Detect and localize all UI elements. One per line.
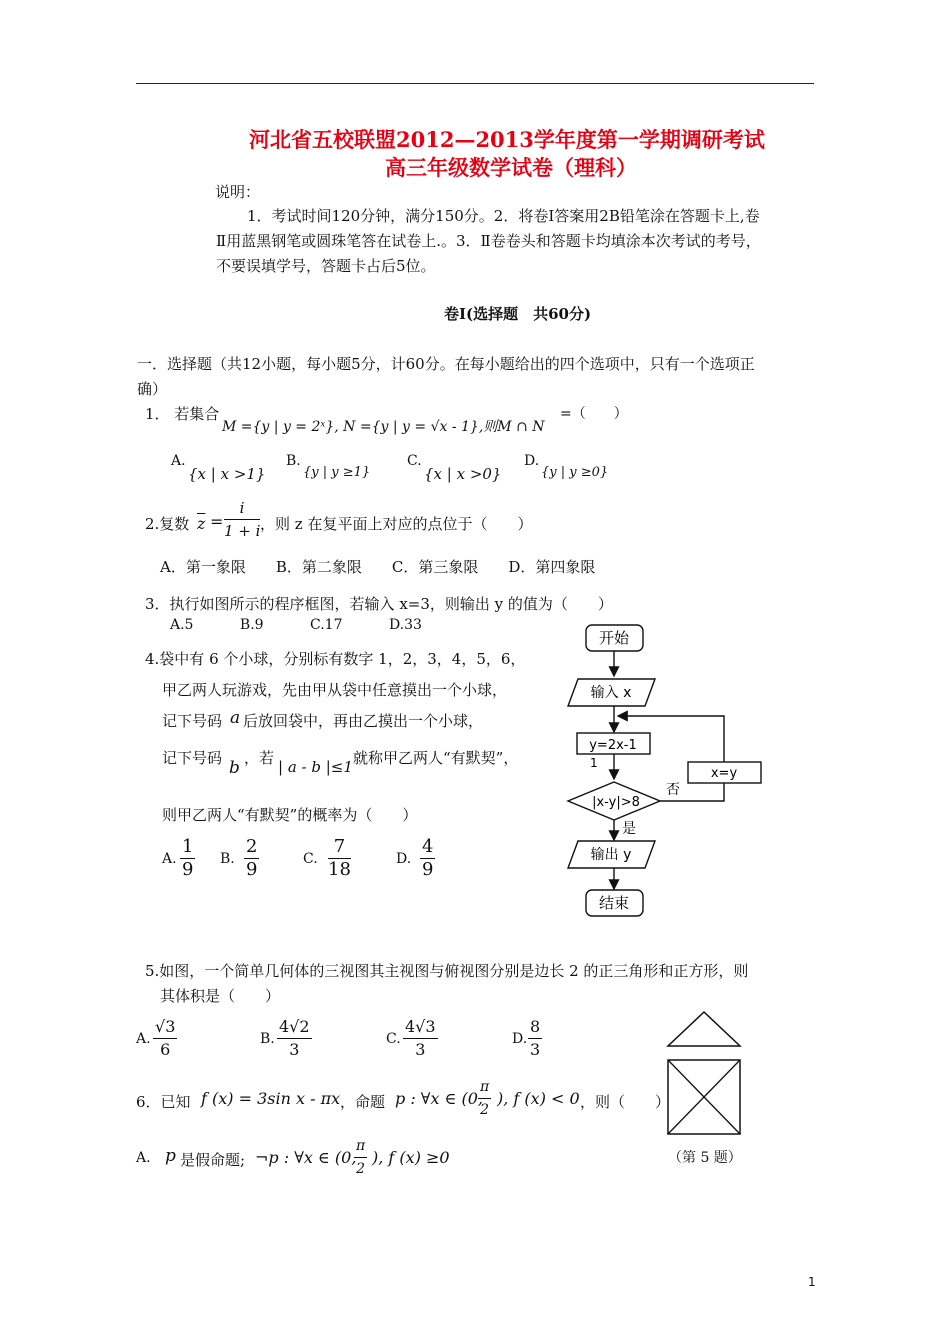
q5-d-num: 8 (528, 1016, 542, 1039)
q5-c-den: 3 (415, 1040, 426, 1059)
exam-title-line1: 河北省五校联盟2012—2013学年度第一学期调研考试 (249, 127, 765, 152)
q5-figure-caption: （第 5 题） (668, 1150, 742, 1166)
q6-option-a-p: p (165, 1146, 176, 1166)
q4-line3b: 后放回袋中，再由乙摸出一个小球， (243, 712, 484, 730)
flow-end-label: 结束 (598, 894, 630, 912)
flow-no-label: 否 (666, 782, 680, 798)
q4-condition: | a - b |≤1 (278, 758, 353, 776)
q4-d-den: 9 (422, 859, 434, 880)
q5-b-num: 4√2 (277, 1016, 312, 1039)
section-heading: 卷Ⅰ(选择题 共60分) (444, 305, 592, 323)
q4-b-den: 9 (246, 859, 258, 880)
flow-stray-digit: 1 (590, 756, 598, 770)
q4-line1: 4.袋中有 6 个小球，分别标有数字 1，2，3，4，5，6， (145, 650, 526, 668)
q4-line4b: ，若 (244, 749, 275, 767)
q5-a-num: √3 (153, 1016, 177, 1039)
q3-options: A.5 B.9 C.17 D.33 (170, 617, 422, 633)
q5-line1: 5.如图，一个简单几何体的三视图其主视图与俯视图分别是边长 2 的正三角形和正方形，则 (145, 962, 749, 980)
instructions-line1: 1．考试时间120分钟，满分150分。2．将卷Ⅰ答案用2B铅笔涂在答题卡上,卷 (247, 207, 760, 225)
q1-option-b-label: B. (286, 453, 301, 469)
q4-a-den: 9 (182, 859, 194, 880)
q1-option-b: {y | y ≥1} (303, 465, 371, 480)
q6-a-pi: π (354, 1135, 367, 1158)
q2-numerator: i (224, 497, 260, 520)
q5-option-d-label: D. (512, 1031, 528, 1047)
q4-line4c: 就称甲乙两人“有默契”， (353, 749, 519, 767)
q6-option-a-label: A. (136, 1150, 151, 1166)
q6-a-two: 2 (356, 1161, 366, 1177)
q4-b: b (229, 758, 240, 778)
q5-b-den: 3 (289, 1040, 300, 1059)
flow-input-label: 输入 x (590, 685, 632, 701)
q4-d-num: 4 (422, 836, 434, 857)
q1-answer-blank: =（ ） (560, 406, 628, 422)
q6-option-a-pi-over-2 (354, 1135, 367, 1180)
q6-option-a-tail: ), f (x) ≥0 (372, 1148, 450, 1167)
q1-option-c-label: C. (407, 453, 422, 469)
instructions-line3: 不要误填学号，答题卡占后5位。 (216, 257, 436, 275)
q4-line5: 则甲乙两人“有默契”的概率为（ ） (162, 806, 418, 824)
q6-proposition-tail: ), f (x) < 0 (497, 1089, 580, 1108)
q5-line2: 其体积是（ ） (160, 987, 281, 1005)
q3-stem: 3．执行如图所示的程序框图，若输入 x=3，则输出 y 的值为（ ） (145, 595, 613, 613)
q1-stem: 1． 若集合 (145, 405, 220, 423)
q6-stem-b: ，命题 (340, 1093, 386, 1111)
flow-yes-label: 是 (622, 821, 636, 837)
q2-denominator: 1 + i (224, 522, 261, 540)
instructions-line2: Ⅱ用蓝黑钢笔或圆珠笔答在试卷上.。3．Ⅱ卷卷头和答题卡均填涂本次考试的考号， (216, 232, 761, 250)
q4-c-num: 7 (328, 836, 351, 859)
q5-option-b-label: B. (260, 1031, 275, 1047)
q6-pi: π (478, 1076, 491, 1099)
flow-output-label: 输出 y (590, 847, 632, 863)
q6-stem-a: 6．已知 (136, 1093, 191, 1111)
q4-b-num: 2 (246, 836, 258, 857)
q4-line2: 甲乙两人玩游戏，先由甲从袋中任意摸出一个小球， (162, 681, 508, 699)
q6-proposition-p: p : ∀x ∈ (0, (395, 1089, 484, 1108)
q4-option-a-label: A. (162, 851, 177, 867)
q1-formula: M ={y | y = 2ˣ}, N ={y | y = √x - 1},则M ∩ N (222, 419, 545, 435)
q2-stem-a: 2.复数 (145, 515, 190, 533)
q6-option-a-negation: ¬p : ∀x ∈ (0, (255, 1148, 357, 1167)
q5-c-num: 4√3 (403, 1016, 438, 1039)
q5-option-c-label: C. (386, 1031, 401, 1047)
flow-assign-label: y=2x-1 (589, 738, 637, 753)
q5-option-c (403, 1016, 438, 1061)
q6-two: 2 (480, 1102, 490, 1118)
q2-equals: = (210, 512, 224, 531)
q2-options: A．第一象限 B．第二象限 C．第三象限 D．第四象限 (160, 558, 596, 576)
q4-option-d-label: D. (396, 851, 412, 867)
q1-option-d: {y | y ≥0} (541, 465, 609, 480)
q1-option-a-label: A. (171, 453, 186, 469)
q6-pi-over-2 (478, 1076, 491, 1121)
q5-option-a (153, 1016, 177, 1061)
q4-line4a: 记下号码 (162, 749, 223, 767)
q5-option-d (528, 1016, 542, 1061)
q4-line3a: 记下号码 (162, 712, 223, 730)
q5-option-b (277, 1016, 312, 1061)
q6-stem-c: ，则（ ） (580, 1093, 671, 1111)
flow-condition-label: |x-y|>8 (592, 795, 640, 810)
section-intro-line1: 一．选择题（共12小题，每小题5分，计60分。在每小题给出的四个选项中，只有一个选项正 (137, 355, 755, 373)
q5-three-view-figure (660, 1010, 750, 1140)
q4-a: a (230, 708, 241, 728)
q6-option-a-text: 是假命题; (180, 1151, 246, 1169)
page-number: 1 (808, 1275, 816, 1289)
q2-z-bar: $\overline{z}$ (197, 514, 206, 533)
q4-option-b-label: B. (220, 851, 235, 867)
instructions-label: 说明： (215, 183, 261, 201)
q1-option-d-label: D. (524, 453, 540, 469)
flow-start-label: 开始 (598, 629, 630, 647)
q5-a-den: 6 (160, 1040, 171, 1059)
q4-a-num: 1 (182, 836, 194, 857)
q6-function: f (x) = 3sin x - πx (201, 1089, 341, 1108)
q5-d-den: 3 (530, 1040, 541, 1059)
q5-option-a-label: A. (136, 1031, 151, 1047)
exam-title-line2: 高三年级数学试卷（理科） (385, 155, 637, 180)
section-intro-line2: 确） (137, 380, 168, 398)
q4-c-den: 18 (328, 859, 351, 880)
q4-option-c-label: C. (303, 851, 318, 867)
q5-front-view-triangle (668, 1012, 740, 1046)
q1-option-c: {x | x >0} (424, 465, 502, 483)
q2-stem-b: ，则 z 在复平面上对应的点位于（ ） (260, 515, 533, 533)
q1-option-a: {x | x >1} (188, 465, 266, 483)
flow-loop-label: x=y (710, 766, 738, 781)
